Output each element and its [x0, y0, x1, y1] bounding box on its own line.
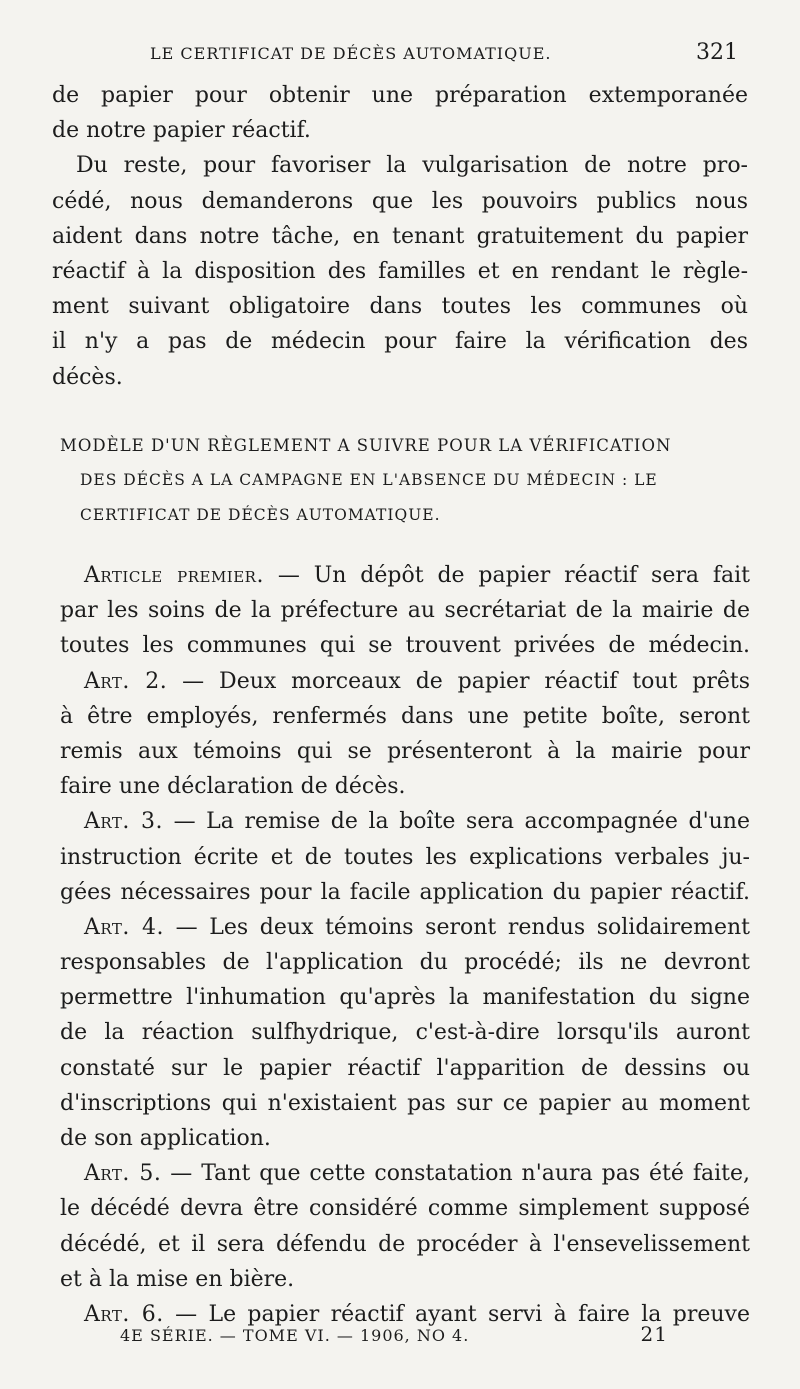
text-line: aident dans notre tâche, en tenant gratuitement du papier	[52, 223, 748, 249]
text-line: Art. 4. — Les deux témoins seront rendus solidairement	[84, 914, 751, 940]
article-label: Art. 2.	[84, 668, 168, 694]
article-1	[60, 558, 750, 664]
text-line: Art. 6. — Le papier réactif ayant servi à faire la preuve	[84, 1301, 750, 1327]
signature-mark: 21	[640, 1322, 668, 1346]
heading-line: MODÈLE D'UN RÈGLEMENT A SUIVRE POUR LA VÉRIFICATION	[60, 436, 672, 455]
page-footer	[120, 1322, 680, 1350]
article-2	[60, 664, 750, 805]
text-line: Art. 3. — La remise de la boîte sera accompagnée d'une	[84, 809, 750, 835]
text-line: gées nécessaires pour la facile application du papier réactif.	[60, 879, 750, 905]
article-label: Art. 6.	[84, 1301, 164, 1327]
running-header	[150, 40, 750, 70]
text-line: cédé, nous demanderons que les pouvoirs publics nous	[52, 188, 748, 214]
text-line: décès.	[52, 364, 123, 390]
page-number: 321	[696, 40, 738, 65]
intro-paragraphs	[52, 78, 748, 395]
running-title: LE CERTIFICAT DE DÉCÈS AUTOMATIQUE.	[150, 44, 552, 63]
text-line: à être employés, renfermés dans une petite boîte, seront	[60, 703, 750, 729]
text-line: permettre l'inhumation qu'après la manifestation du signe	[60, 985, 750, 1011]
article-label: Art. 5.	[84, 1161, 162, 1187]
text-line: constaté sur le papier réactif l'apparition de dessins ou	[60, 1055, 750, 1081]
article-label: Art. 4.	[84, 914, 165, 940]
text-line: par les soins de la préfecture au secrétariat de la mairie de	[60, 598, 750, 624]
text-line: le décédé devra être considéré comme simplement supposé	[60, 1196, 750, 1222]
text-line: remis aux témoins qui se présenteront à la mairie pour	[60, 738, 750, 764]
heading-line: DES DÉCÈS A LA CAMPAGNE EN L'ABSENCE DU MÉDECIN : LE	[80, 471, 658, 489]
heading-line: CERTIFICAT DE DÉCÈS AUTOMATIQUE.	[80, 506, 441, 524]
article-5	[60, 1156, 750, 1297]
text-line: de son application.	[60, 1126, 271, 1151]
article-label: Article premier.	[84, 563, 264, 588]
text-line: et à la mise en bière.	[60, 1266, 295, 1292]
text-line: Art. 5. — Tant que cette constatation n'aura pas été faite,	[84, 1161, 750, 1187]
text-line: de papier pour obtenir une préparation extemporanée	[52, 83, 748, 108]
text-line: responsables de l'application du procédé; ils ne devront	[60, 950, 750, 976]
text-line: Du reste, pour favoriser la vulgarisation de notre pro-	[76, 153, 748, 179]
section-heading	[60, 428, 750, 533]
text-line: décédé, et il sera défendu de procéder à l'ensevelissement	[60, 1231, 750, 1257]
text-line: d'inscriptions qui n'existaient pas sur ce papier au moment	[60, 1090, 750, 1116]
text-line: instruction écrite et de toutes les explications verbales ju-	[60, 844, 750, 870]
text-line: ment suivant obligatoire dans toutes les communes où	[52, 294, 748, 320]
text-line: faire une déclaration de décès.	[60, 774, 406, 800]
text-line: de la réaction sulfhydrique, c'est-à-dire lorsqu'ils auront	[60, 1020, 750, 1046]
article-label: Art. 3.	[84, 809, 163, 835]
text-line: Article premier. — Un dépôt de papier réactif sera fait	[84, 563, 750, 588]
articles-list	[60, 558, 750, 1332]
article-3	[60, 804, 750, 910]
article-4	[60, 910, 750, 1156]
text-line: de notre papier réactif.	[52, 118, 311, 144]
series-info: 4E SÉRIE. — TOME VI. — 1906, NO 4.	[120, 1326, 470, 1345]
text-line: toutes les communes qui se trouvent privées de médecin.	[60, 633, 750, 659]
text-line: il n'y a pas de médecin pour faire la vérification des	[52, 329, 748, 355]
text-line: Art. 2. — Deux morceaux de papier réactif tout prêts	[84, 668, 750, 694]
text-line: réactif à la disposition des familles et en rendant le règle-	[52, 258, 748, 284]
